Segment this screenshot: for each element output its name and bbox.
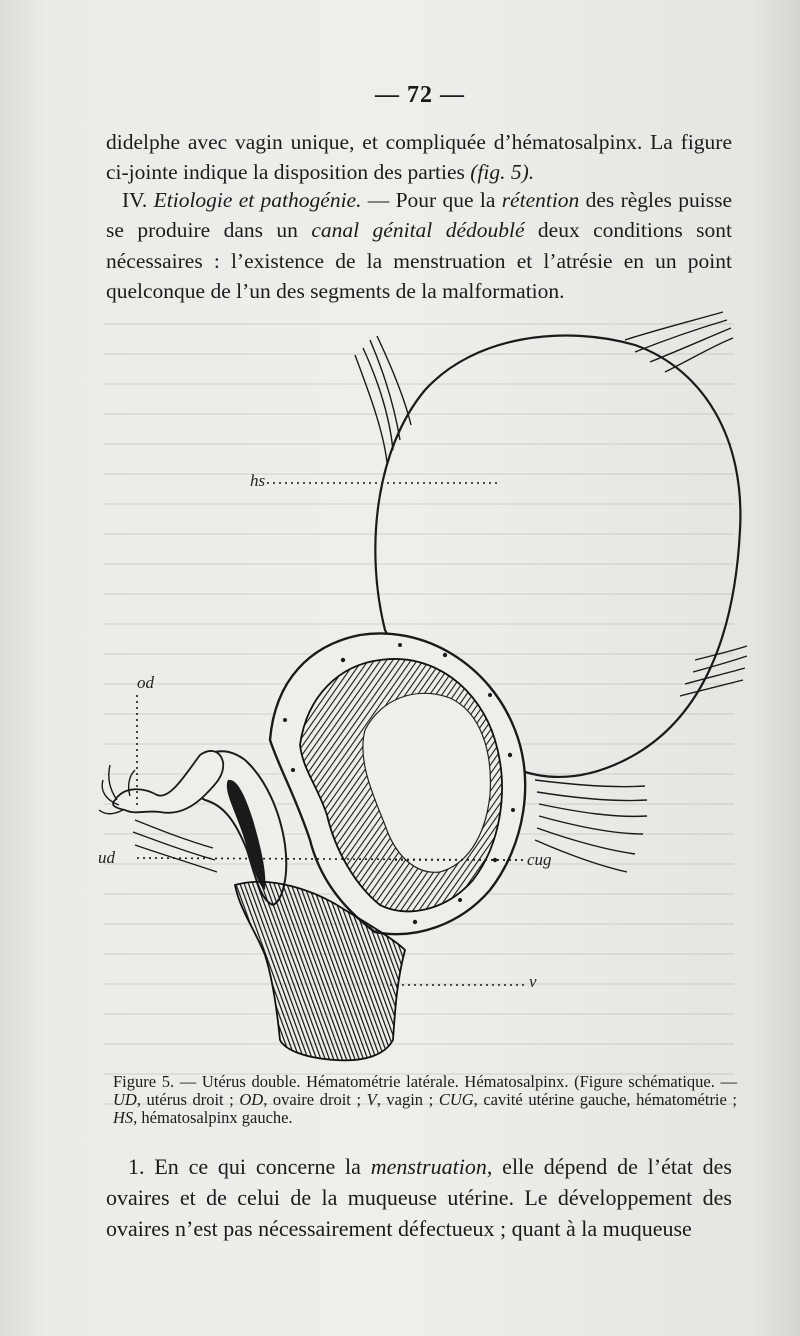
caption-hs: HS <box>113 1108 134 1127</box>
label-v: v <box>529 972 537 991</box>
paragraph-etiologie <box>106 185 732 307</box>
figure-reference: (fig. 5). <box>470 160 535 185</box>
caption-part-a: Figure 5. — Utérus double. Hématométrie latérale. Hématosalpinx. (Figure schématique. — <box>113 1072 737 1091</box>
page-number: — 72 — <box>375 82 465 108</box>
anatomical-figure <box>95 300 755 1070</box>
paragraph-etiologie-part-a: — Pour que la <box>361 188 502 212</box>
term-retention: rétention <box>501 188 580 212</box>
uterus-illustration <box>95 300 755 1070</box>
paragraph-menstruation-part-a: 1. En ce qui concerne la <box>128 1154 371 1179</box>
ligament-fibres-right <box>680 646 747 696</box>
label-hs: hs <box>250 471 266 490</box>
ligament-fibres-upper-left <box>355 336 411 462</box>
ligament-fibres-upper-right <box>625 312 733 372</box>
label-od: od <box>137 673 154 692</box>
term-canal-genital: canal génital dédoublé <box>311 218 525 243</box>
label-ud: ud <box>98 848 115 867</box>
section-heading: Etiologie et pathogénie. <box>153 188 362 212</box>
label-cug: cug <box>527 850 552 869</box>
caption-cug: CUG <box>438 1090 474 1109</box>
paragraph-etiologie-part-c: deux conditions sont nécessaires : l’existence de la menstruation et l’atrésie en un point quelconque de l’un des segments de la malformation. <box>106 218 732 304</box>
ligament-fibres-left <box>133 820 217 872</box>
paragraph-didelphe-text: didelphe avec vagin unique, et compliquée d’hématosalpinx. La figure ci-jointe indique la disposition des parties <box>106 130 732 185</box>
term-menstruation: menstruation <box>370 1154 487 1179</box>
section-number: IV. <box>122 188 148 212</box>
figure-caption <box>113 1073 737 1127</box>
caption-part-e: , cavité utérine gauche, hématométrie ; <box>473 1090 738 1109</box>
ligament-fibres-mid-right <box>535 780 647 872</box>
paragraph-menstruation <box>106 1151 732 1244</box>
caption-part-f: , hématosalpinx gauche. <box>133 1108 293 1127</box>
caption-part-d: , vagin ; <box>376 1090 439 1109</box>
caption-part-c: , ovaire droit ; <box>263 1090 367 1109</box>
paragraph-didelphe <box>106 127 732 188</box>
caption-od: OD <box>239 1090 264 1109</box>
caption-part-b: , utérus droit ; <box>136 1090 240 1109</box>
caption-ud: UD <box>113 1090 137 1109</box>
paragraph-etiologie-part-b: des règles puisse se produire dans un <box>106 188 732 243</box>
caption-v: V <box>366 1090 377 1109</box>
paragraph-menstruation-part-b: , elle dépend de l’état des ovaires et de celui de la muqueuse utérine. Le développement des ovaires n’est pas nécessairement défectueux ; quant à la muqueuse <box>106 1154 732 1241</box>
